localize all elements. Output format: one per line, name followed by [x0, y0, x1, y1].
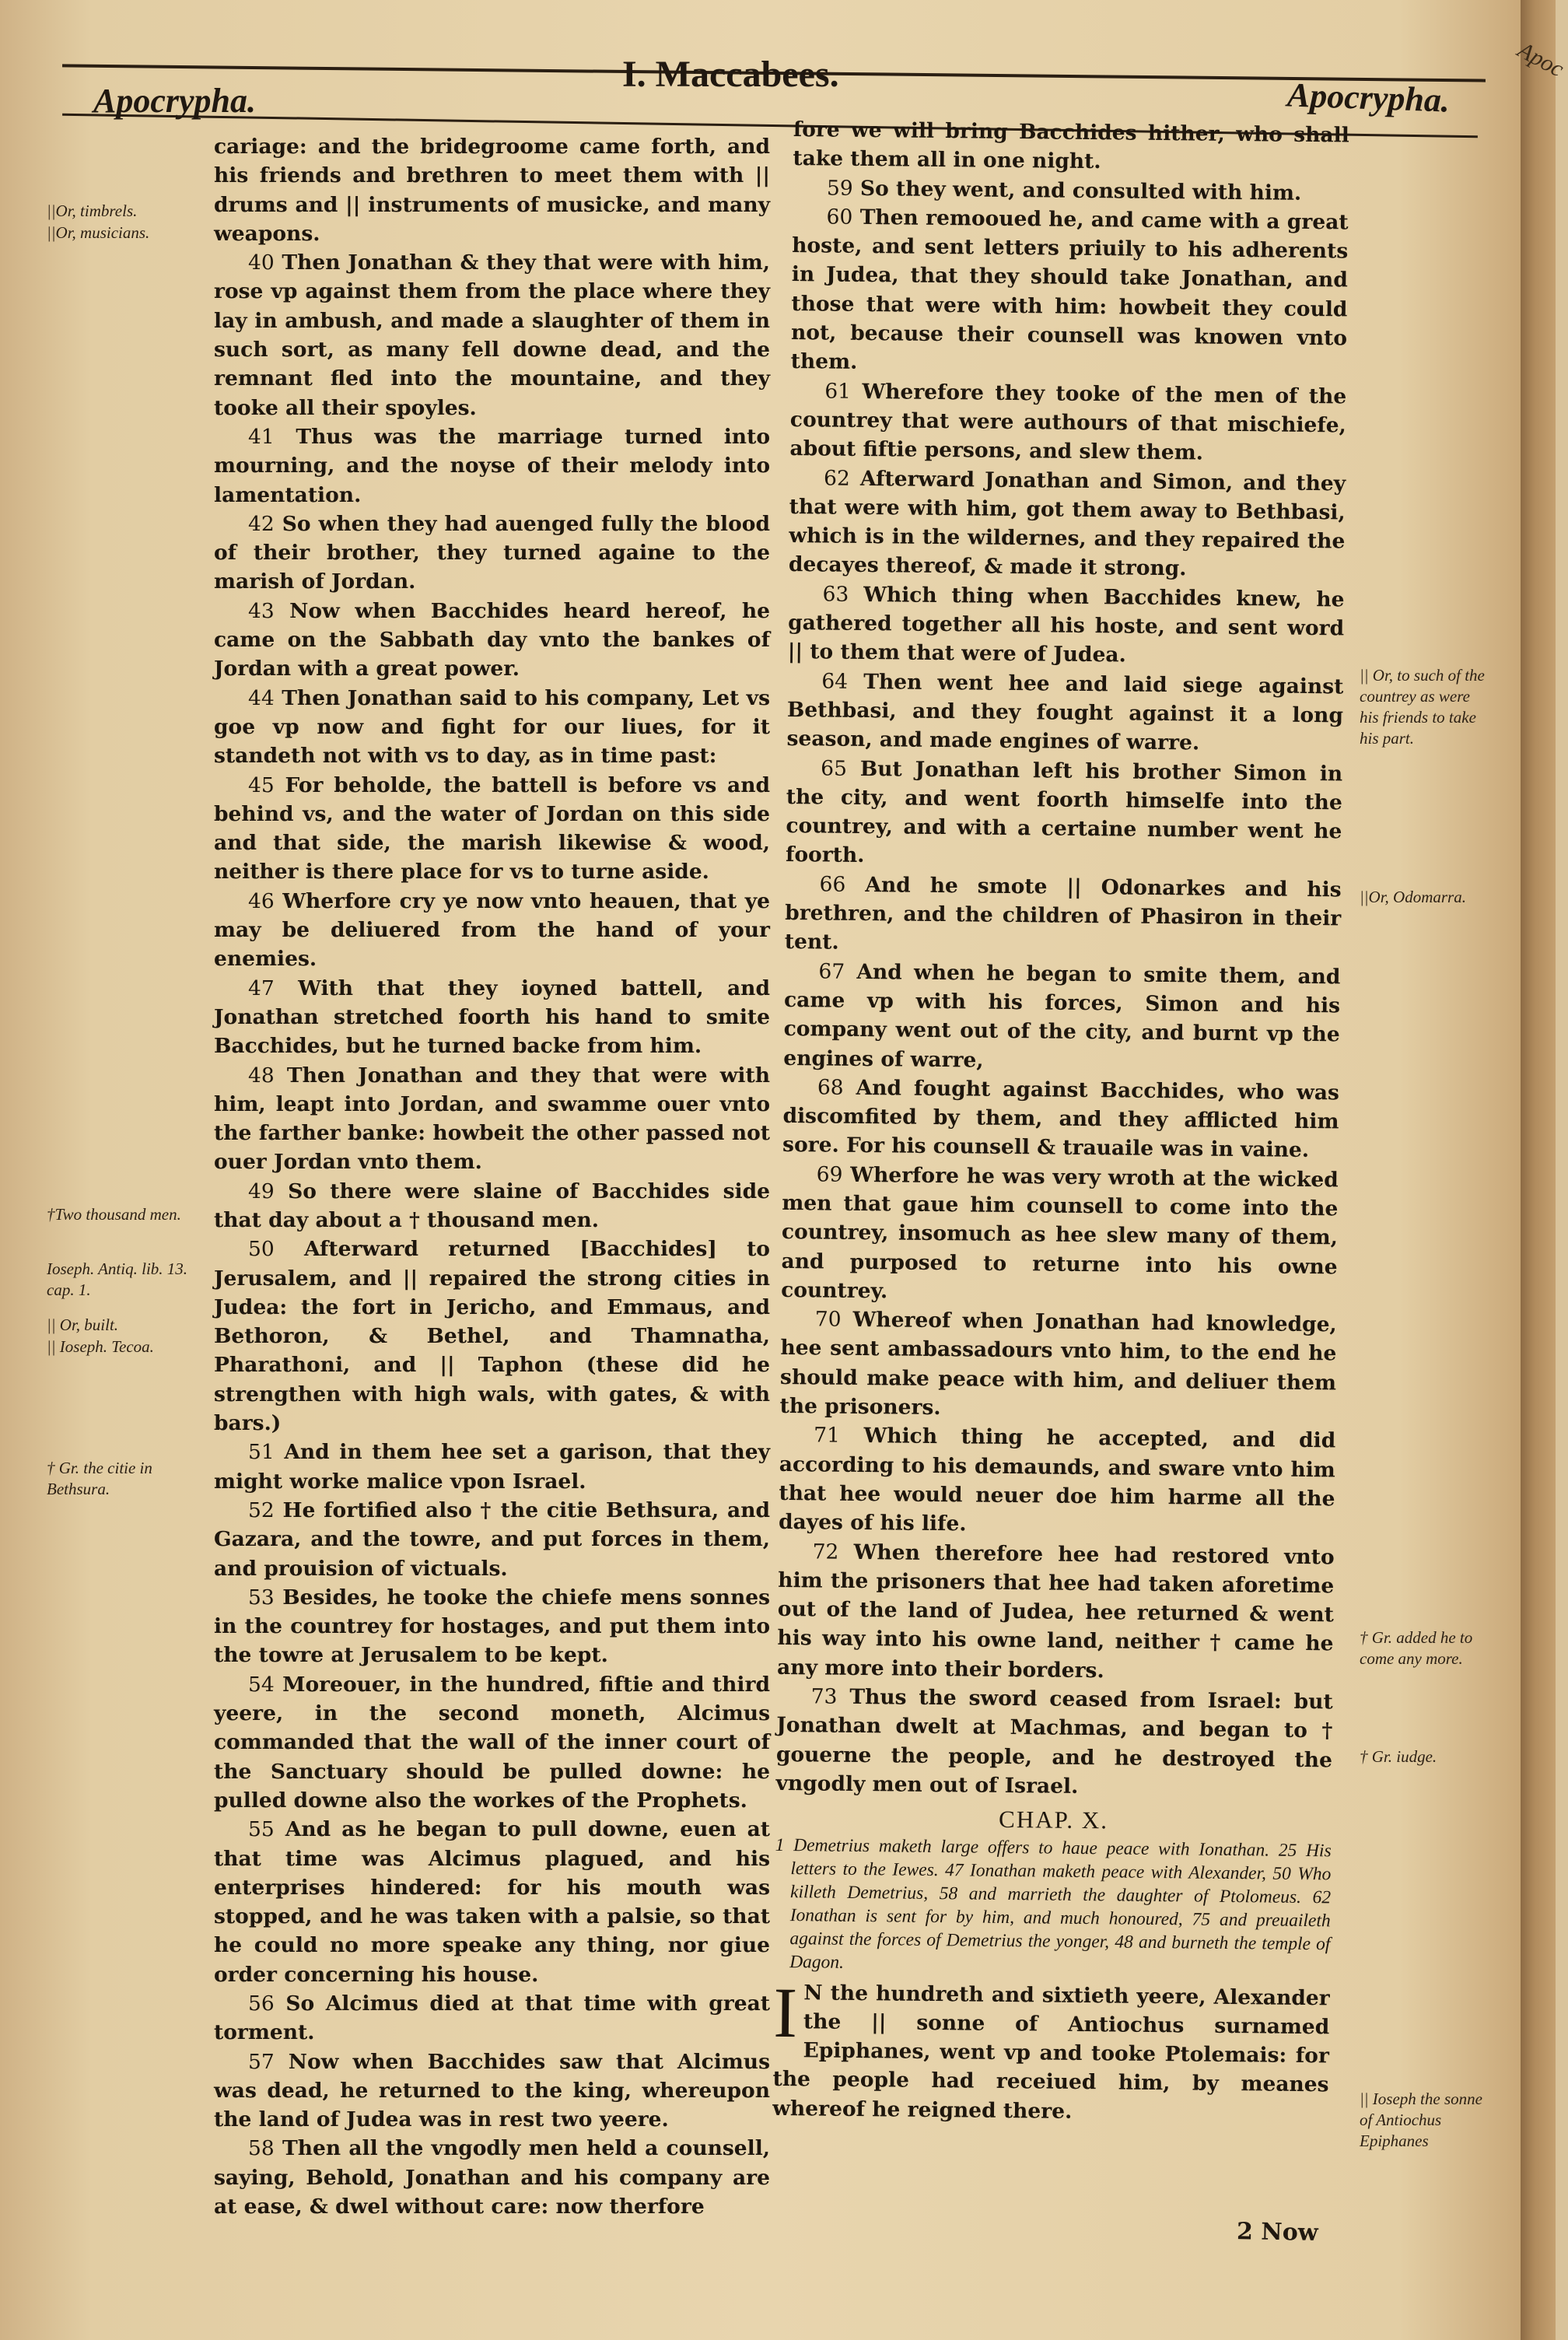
right-verses	[775, 115, 1349, 1804]
margin-note: || Or, built.	[47, 1315, 119, 1334]
verse-text: Then all the vngodly men held a counsell, saying, Behold, Jonathan and his company are at ease, & dwel without care: now therfore	[214, 2136, 770, 2219]
verse-text: Now when Bacchides heard hereof, he came on the Sabbath day vnto the bankes of Jordan with a great power.	[214, 598, 770, 681]
verse-text: And when he began to smite them, and came vp with his forces, Simon and his company went out of the city, and burnt vp the engines of warre,	[783, 959, 1341, 1073]
verse-number: 65	[821, 755, 848, 781]
margin-note: || Ioseph. Tecoa.	[47, 1337, 154, 1356]
verse	[214, 1438, 770, 1496]
verse-number: 59	[826, 176, 853, 201]
left-text-column	[214, 132, 770, 2221]
margin-note: † Gr. iudge.	[1360, 1747, 1437, 1766]
margin-note: ||Or, timbrels.	[47, 201, 138, 220]
running-head-right: Apocrypha.	[1286, 75, 1451, 120]
verse	[782, 1073, 1339, 1165]
verse-number: 57	[248, 2049, 275, 2074]
chapter-summary: 1 Demetrius maketh large offers to haue peace with Ionathan. 25 His letters to the Iewes. 47 Ionathan maketh peace with Alexander, 50 Who killeth Demetrius, 58 and marrieth the daughter of Ptolomeus. 62 Ionathan is sent for by him, and much honoured, 75 and preuaileth against the forces of Demetrius the yonger, 48 and burneth the temple of Dagon.	[775, 1834, 1332, 1973]
verse-text: Now when Bacchides saw that Alcimus was dead, he returned to the king, whereupon the land of Judea was in rest two yeere.	[214, 2049, 770, 2132]
verse-number: 72	[812, 1539, 839, 1564]
verse-text: Wherfore cry ye now vnto heauen, that ye may be deliuered from the hand of your enemies.	[214, 888, 770, 972]
verse	[781, 1160, 1339, 1311]
verse-text: So there were slaine of Bacchides side that day about a † thousand men.	[214, 1179, 770, 1232]
verse-number: 73	[810, 1684, 838, 1709]
verse	[214, 2134, 770, 2221]
verse-text: Then went hee and laid siege against Bethbasi, and they fought against it a long season, and made engines of warre.	[786, 669, 1344, 755]
verse	[214, 887, 770, 974]
verse-number: 50	[248, 1237, 275, 1262]
verse	[214, 132, 770, 248]
verse	[214, 1177, 770, 1235]
verse-text: cariage: and the bridegroome came forth, and his friends and brethren to meet them with || drums and || instruments of musicke, and many weapons.	[214, 135, 770, 246]
verse-text: And fought against Bacchides, who was discomfited by them, and they afflicted him sore. For his counsell & trauaile was in vaine.	[782, 1075, 1340, 1163]
right-text-column	[772, 115, 1349, 2128]
verse-number: 58	[248, 2136, 275, 2161]
verse-text: Which thing he accepted, and did according to his demaunds, and sware vnto him that hee would neuer doe him harme all the dayes of his life.	[778, 1424, 1336, 1536]
verse-text: Then remooued he, and came with a great hoste, and sent letters priuily to his adherents in Judea, that they should take Jonathan, and those that were with him: howbeit they could not, because their counsell was knowen vnto them.	[790, 205, 1349, 375]
verse-text: Thus was the marriage turned into mourning, and the noyse of their melody into lamentation.	[214, 424, 770, 507]
verse-number: 66	[819, 872, 846, 897]
verse-text: So when they had auenged fully the blood of their brother, they turned againe to the marish of Jordan.	[214, 511, 770, 594]
verse-number: 49	[248, 1179, 275, 1203]
verse-number: 53	[248, 1585, 275, 1610]
verse-number: 60	[826, 205, 853, 229]
verse	[214, 1815, 770, 1989]
verse-number: 64	[821, 669, 849, 694]
verse-number: 67	[818, 959, 845, 984]
verse-text: Wherfore he was very wroth at the wicked men that gaue him counsell to come into the countrey, insomuch as hee slew many of them, and purposed to returne into his owne countrey.	[781, 1162, 1339, 1304]
margin-note: † Gr. the citie in Bethsura.	[47, 1459, 152, 1498]
margin-note: || Ioseph the sonne of Antiochus Epiphanes	[1360, 2090, 1482, 2150]
verse-text: And in them hee set a garison, that they might worke malice vpon Israel.	[214, 1440, 770, 1494]
drop-cap: I	[772, 1972, 798, 2052]
verse-number: 63	[822, 582, 849, 607]
facing-page-runner: Apoc	[1514, 37, 1568, 82]
verse	[783, 957, 1341, 1079]
verse	[779, 1305, 1337, 1427]
verse-number: 62	[823, 465, 851, 491]
verse-text: But Jonathan left his brother Simon in the city, and went foorth himselfe into the countrey, and with a certaine number went he foorth.	[785, 756, 1343, 868]
verse-number: 52	[248, 1498, 275, 1522]
margin-note: ||Or, musicians.	[47, 223, 150, 242]
running-head-left: Apocrypha.	[93, 82, 256, 120]
verse-number: 55	[248, 1817, 275, 1842]
verse-text: Afterward Jonathan and Simon, and they that were with him, got them away to Bethbasi, which is in the wildernes, and they repaired the decayes thereof, & made it strong.	[788, 466, 1346, 581]
verse-number: 45	[248, 772, 275, 797]
verse	[214, 1670, 770, 1815]
verse-number: 41	[248, 424, 275, 449]
verse-number: 44	[248, 685, 275, 710]
verse	[788, 580, 1345, 672]
verse-text: And he smote || Odonarkes and his brethren, and the children of Phasiron in their tent.	[784, 872, 1342, 955]
verse-text: With that they ioyned battell, and Jonathan stretched foorth his hand to smite Bacchides, but he turned backe from him.	[214, 976, 770, 1059]
verse	[789, 377, 1346, 469]
margin-note: †Two thousand men.	[47, 1205, 181, 1224]
verse	[214, 422, 770, 510]
verse-number: 40	[248, 250, 275, 275]
margin-note: Ioseph. Antiq. lib. 13. cap. 1.	[47, 1259, 188, 1299]
verse-text: Besides, he tooke the chiefe mens sonnes in the countrey for hostages, and put them into the towre at Jerusalem to be kept.	[214, 1585, 770, 1668]
verse-number: 71	[814, 1423, 841, 1448]
verse-number: 43	[248, 598, 275, 623]
verse-number: 48	[248, 1063, 275, 1088]
verse	[214, 771, 770, 887]
verse-number: 69	[816, 1162, 843, 1187]
verse-number: 51	[248, 1440, 275, 1465]
verse	[785, 870, 1342, 962]
verse	[214, 1989, 770, 2048]
facing-page-edge	[1521, 0, 1556, 2340]
verse-number: 70	[814, 1307, 842, 1332]
verse	[214, 684, 770, 771]
verse-text: He fortified also † the citie Bethsura, and Gazara, and the towre, and put forces in them, and prouision of victuals.	[214, 1498, 770, 1581]
verse-number: 42	[248, 511, 275, 536]
chapter-first-verse	[772, 1972, 1330, 2128]
margin-note: || Or, to such of the countrey as were his friends to take his part.	[1360, 666, 1485, 748]
verse-text: Whereof when Jonathan had knowledge, hee sent ambassadours vnto him, to the end he should make peace with him, and deliuer them the prisoners.	[779, 1308, 1337, 1420]
verse-number: 68	[817, 1075, 844, 1100]
verse-text: So they went, and consulted with him.	[859, 176, 1302, 205]
verse-text: Which thing when Bacchides knew, he gathered together all his hoste, and sent word || to them that were of Judea.	[787, 582, 1345, 667]
verse-text: Then Jonathan said to his company, Let vs goe vp now and fight for our liues, for it standeth not with vs to day, as in time past:	[214, 685, 770, 769]
verse-text: So Alcimus died at that time with great torment.	[214, 1991, 770, 2045]
verse	[214, 1583, 770, 1670]
verse	[214, 510, 770, 597]
verse	[214, 597, 770, 684]
verse-text: For beholde, the battell is before vs and behind vs, and the water of Jordan on this side and that side, the marish likewise & wood, neither is there place for vs to turne aside.	[214, 772, 770, 885]
verse	[214, 1496, 770, 1583]
verse-text: Thus the sword ceased from Israel: but Jonathan dwelt at Machmas, and began to † gouerne the people, and he destroyed the vngodly men out of Israel.	[775, 1684, 1333, 1799]
verse-text: When therefore hee had restored vnto him the prisoners that hee had taken aforetime out of the land of Judea, hee returned & went his way into his owne land, neither † came he any more into their borders.	[776, 1540, 1335, 1683]
verse	[214, 1235, 770, 1438]
verse-number: 56	[248, 1991, 275, 2016]
verse-text: Then Jonathan & they that were with him, rose vp against them from the place where they lay in ambush, and made a slaughter of them in such sort, as many fell downe dead, and the remnant fled into the mountaine, and they tooke all their spoyles.	[214, 250, 770, 420]
verse	[793, 115, 1349, 179]
verse-text: Then Jonathan and they that were with him, leapt into Jordan, and swamme ouer vnto the farther banke: howbeit the other passed not ouer Jordan vnto them.	[214, 1063, 770, 1175]
verse	[786, 667, 1343, 759]
verse-text: Moreouer, in the hundred, fiftie and third yeere, in the second moneth, Alcimus commanded that the wall of the inner court of the Sanctuary should be pulled downe: he pulled downe also the workes of the Prophets.	[214, 1672, 770, 1813]
margin-note: † Gr. added he to come any more.	[1360, 1628, 1473, 1668]
verse-number: 47	[248, 976, 275, 1000]
verse-text: Wherefore they tooke of the men of the countrey that were authours of that mischiefe, about fiftie persons, and slew them.	[789, 379, 1347, 465]
verse	[775, 1682, 1333, 1804]
margin-note: ||Or, Odomarra.	[1360, 888, 1466, 906]
verse	[214, 1061, 770, 1177]
verse-number: 54	[248, 1672, 275, 1697]
verse-text: Afterward returned [Bacchides] to Jerusalem, and || repaired the strong cities in Judea: the fort in Jericho, and Emmaus, and Bethoron, & Bethel, and Thamnatha, Pharathoni, and || Taphon (these did he strengthen with high wals, with gates, & with bars.)	[214, 1237, 770, 1436]
verse	[777, 1536, 1335, 1687]
verse	[790, 202, 1348, 382]
verse	[789, 464, 1346, 586]
verse	[214, 248, 770, 422]
chapter-heading: CHAP. X.	[998, 1806, 1109, 1834]
verse	[786, 753, 1343, 875]
book-title: I. Maccabees.	[622, 54, 839, 95]
verse-text: fore we will bring Bacchides hither, who shall take them all in one night.	[793, 117, 1349, 174]
verse-number: 61	[824, 379, 852, 404]
catchword: 2 Now	[1236, 2218, 1318, 2247]
first-verse-text: N the hundreth and sixtieth yeere, Alexander the || sonne of Antiochus surnamed Epiphanes, went vp and tooke Ptolemais: for the people had receiued him, by meanes whereof he reigned there.	[772, 1980, 1330, 2124]
verse-number: 46	[248, 888, 275, 913]
verse-text: And as he began to pull downe, euen at that time was Alcimus plagued, and his enterprises hindered: for his mouth was stopped, and he was taken with a palsie, so that he could no more speake any thing, nor giue order concerning his house.	[214, 1817, 770, 1987]
verse	[214, 974, 770, 1061]
verse	[214, 2048, 770, 2135]
verse	[779, 1420, 1336, 1543]
